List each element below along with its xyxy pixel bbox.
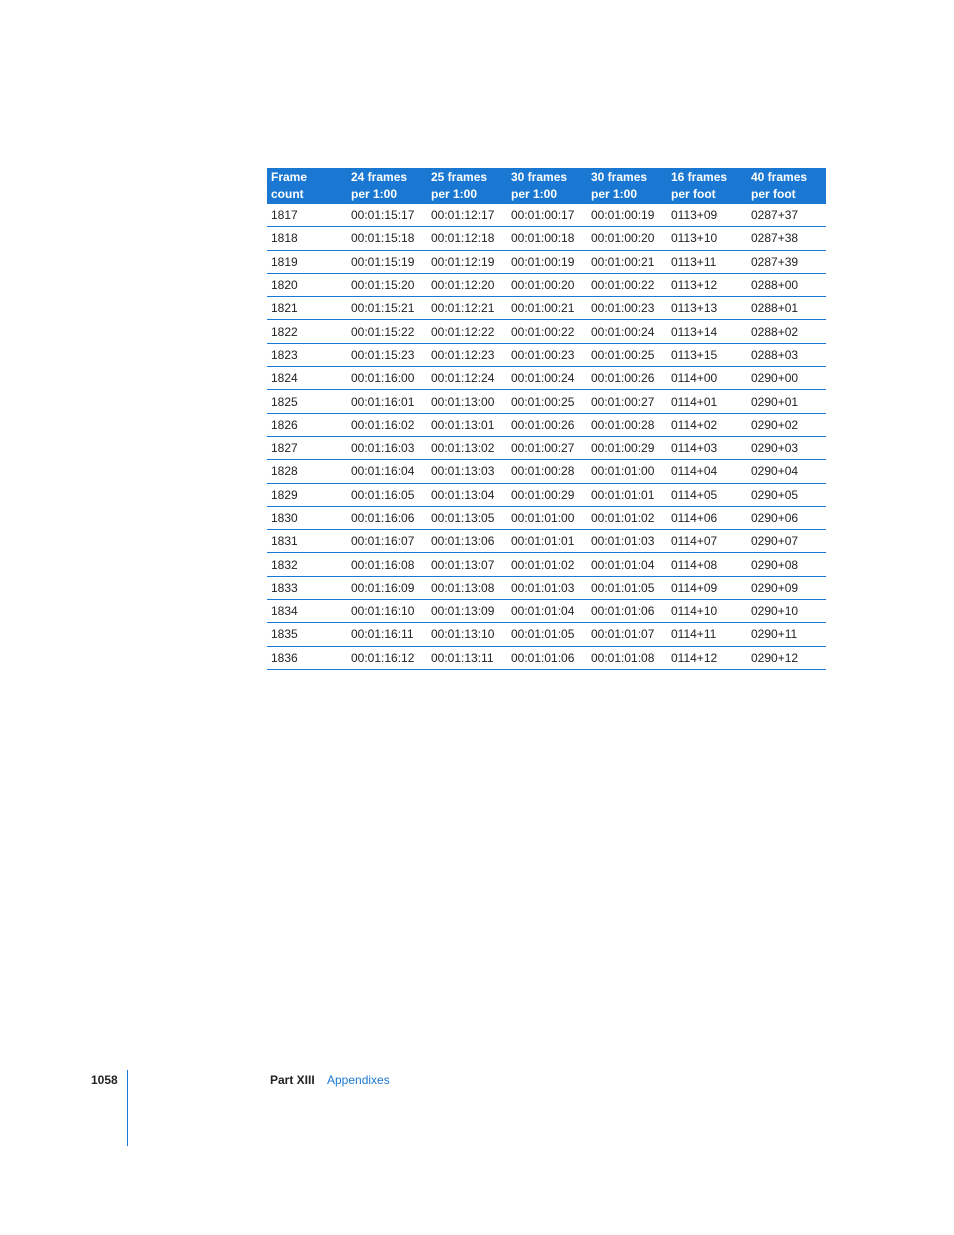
- table-cell: 00:01:00:27: [507, 436, 587, 459]
- table-cell: 00:01:00:29: [507, 483, 587, 506]
- table-cell: 00:01:16:08: [347, 553, 427, 576]
- table-cell: 0288+01: [747, 297, 826, 320]
- table-cell: 0287+38: [747, 227, 826, 250]
- table-cell: 00:01:01:05: [587, 576, 667, 599]
- table-cell: 0290+07: [747, 530, 826, 553]
- table-cell: 00:01:12:23: [427, 343, 507, 366]
- table-cell: 0290+05: [747, 483, 826, 506]
- table-row: [267, 600, 826, 623]
- table-cell: 00:01:15:20: [347, 273, 427, 296]
- table-cell: 0113+15: [667, 343, 747, 366]
- table-cell: 0114+01: [667, 390, 747, 413]
- column-header-line: 16 frames: [671, 170, 728, 184]
- column-header: [747, 168, 826, 204]
- column-header-line: 40 frames: [751, 170, 808, 184]
- column-header-line: per 1:00: [351, 187, 398, 201]
- table-cell: 0114+11: [667, 623, 747, 646]
- table-cell: 00:01:00:24: [587, 320, 667, 343]
- table-row: [267, 576, 826, 599]
- table-cell: 0114+08: [667, 553, 747, 576]
- table-cell: 0113+10: [667, 227, 747, 250]
- table-cell: 00:01:16:07: [347, 530, 427, 553]
- table-cell: 00:01:13:10: [427, 623, 507, 646]
- table-cell: 1826: [267, 413, 347, 436]
- table-cell: 00:01:15:23: [347, 343, 427, 366]
- table-cell: 00:01:13:06: [427, 530, 507, 553]
- table-cell: 00:01:13:05: [427, 506, 507, 529]
- table-cell: 00:01:00:22: [507, 320, 587, 343]
- table-row: [267, 530, 826, 553]
- table-cell: 0113+12: [667, 273, 747, 296]
- table-cell: 00:01:13:08: [427, 576, 507, 599]
- table-row: [267, 553, 826, 576]
- table-cell: 0114+02: [667, 413, 747, 436]
- table-cell: 00:01:00:19: [587, 204, 667, 227]
- column-header-line: count: [271, 187, 304, 201]
- table-cell: 0290+09: [747, 576, 826, 599]
- table-row: [267, 297, 826, 320]
- table-cell: 0290+04: [747, 460, 826, 483]
- table-row: [267, 273, 826, 296]
- table-cell: 00:01:01:08: [587, 646, 667, 669]
- table-cell: 00:01:13:11: [427, 646, 507, 669]
- table-row: [267, 483, 826, 506]
- table-row: [267, 250, 826, 273]
- table-cell: 0290+11: [747, 623, 826, 646]
- table-cell: 00:01:00:29: [587, 436, 667, 459]
- table-cell: 1823: [267, 343, 347, 366]
- table-cell: 00:01:01:02: [587, 506, 667, 529]
- column-header-line: Frame: [271, 170, 308, 184]
- table-row: [267, 436, 826, 459]
- table-row: [267, 367, 826, 390]
- table-cell: 00:01:16:06: [347, 506, 427, 529]
- table-cell: 00:01:16:12: [347, 646, 427, 669]
- table-header-row: [267, 168, 826, 204]
- table-cell: 00:01:16:11: [347, 623, 427, 646]
- table-cell: 1834: [267, 600, 347, 623]
- column-header-line: 30 frames: [511, 170, 568, 184]
- table-cell: 1836: [267, 646, 347, 669]
- table-cell: 00:01:00:27: [587, 390, 667, 413]
- table-cell: 00:01:12:24: [427, 367, 507, 390]
- table-cell: 0287+39: [747, 250, 826, 273]
- table-cell: 0113+09: [667, 204, 747, 227]
- column-header: [267, 168, 347, 204]
- table-cell: 1831: [267, 530, 347, 553]
- column-header-line: per 1:00: [431, 187, 478, 201]
- table-cell: 00:01:01:05: [507, 623, 587, 646]
- table-cell: 1824: [267, 367, 347, 390]
- table-cell: 00:01:16:10: [347, 600, 427, 623]
- table-cell: 1819: [267, 250, 347, 273]
- table-cell: 0288+02: [747, 320, 826, 343]
- table-cell: 00:01:00:25: [587, 343, 667, 366]
- table-cell: 1827: [267, 436, 347, 459]
- table-cell: 0290+03: [747, 436, 826, 459]
- table-cell: 00:01:13:04: [427, 483, 507, 506]
- table-cell: 00:01:01:07: [587, 623, 667, 646]
- table-row: [267, 320, 826, 343]
- table-row: [267, 623, 826, 646]
- table-cell: 00:01:00:28: [587, 413, 667, 436]
- table-cell: 00:01:15:17: [347, 204, 427, 227]
- table-cell: 00:01:01:00: [507, 506, 587, 529]
- table-row: [267, 227, 826, 250]
- table-cell: 00:01:12:20: [427, 273, 507, 296]
- table-cell: 00:01:01:01: [507, 530, 587, 553]
- table-cell: 1822: [267, 320, 347, 343]
- table-cell: 00:01:00:25: [507, 390, 587, 413]
- column-header-line: per 1:00: [511, 187, 558, 201]
- table-cell: 00:01:00:17: [507, 204, 587, 227]
- table-cell: 00:01:00:24: [507, 367, 587, 390]
- table-cell: 1828: [267, 460, 347, 483]
- table-cell: 0114+06: [667, 506, 747, 529]
- table-cell: 0290+10: [747, 600, 826, 623]
- table-cell: 00:01:00:19: [507, 250, 587, 273]
- table-cell: 00:01:00:20: [587, 227, 667, 250]
- table-cell: 1830: [267, 506, 347, 529]
- table-cell: 0114+00: [667, 367, 747, 390]
- table-cell: 00:01:00:28: [507, 460, 587, 483]
- table-cell: 1818: [267, 227, 347, 250]
- table-cell: 1833: [267, 576, 347, 599]
- table-cell: 1829: [267, 483, 347, 506]
- table-cell: 0290+00: [747, 367, 826, 390]
- table-cell: 00:01:01:06: [587, 600, 667, 623]
- column-header-line: 24 frames: [351, 170, 408, 184]
- table-cell: 1825: [267, 390, 347, 413]
- table-cell: 0114+10: [667, 600, 747, 623]
- table-row: [267, 390, 826, 413]
- table-cell: 1817: [267, 204, 347, 227]
- table-cell: 00:01:13:01: [427, 413, 507, 436]
- table-cell: 0290+08: [747, 553, 826, 576]
- table-cell: 0288+00: [747, 273, 826, 296]
- table-row: [267, 646, 826, 669]
- table-cell: 00:01:16:01: [347, 390, 427, 413]
- column-header-line: per foot: [751, 187, 796, 201]
- table-cell: 0290+02: [747, 413, 826, 436]
- column-header: [427, 168, 507, 204]
- table-cell: 0288+03: [747, 343, 826, 366]
- table-cell: 00:01:13:09: [427, 600, 507, 623]
- table-cell: 0114+04: [667, 460, 747, 483]
- section-link-appendixes[interactable]: Appendixes: [327, 1073, 390, 1087]
- table-cell: 00:01:12:21: [427, 297, 507, 320]
- table-cell: 00:01:16:03: [347, 436, 427, 459]
- table-cell: 00:01:00:26: [587, 367, 667, 390]
- table-cell: 00:01:00:23: [587, 297, 667, 320]
- column-header-line: per foot: [671, 187, 716, 201]
- table-cell: 0114+03: [667, 436, 747, 459]
- table-cell: 00:01:01:01: [587, 483, 667, 506]
- table-cell: 00:01:13:03: [427, 460, 507, 483]
- footer-divider: [127, 1070, 128, 1146]
- table-cell: 00:01:01:04: [507, 600, 587, 623]
- table-cell: 1835: [267, 623, 347, 646]
- table-cell: 00:01:15:22: [347, 320, 427, 343]
- table-cell: 00:01:00:18: [507, 227, 587, 250]
- table-cell: 0113+13: [667, 297, 747, 320]
- page-number: 1058: [91, 1073, 118, 1087]
- table-cell: 00:01:00:21: [587, 250, 667, 273]
- table-cell: 00:01:16:02: [347, 413, 427, 436]
- table-body: [267, 204, 826, 669]
- table-cell: 00:01:01:03: [507, 576, 587, 599]
- table-cell: 00:01:15:21: [347, 297, 427, 320]
- table-cell: 00:01:00:22: [587, 273, 667, 296]
- table-cell: 00:01:01:04: [587, 553, 667, 576]
- table-row: [267, 413, 826, 436]
- table-cell: 00:01:01:06: [507, 646, 587, 669]
- table-cell: 0114+09: [667, 576, 747, 599]
- table-cell: 00:01:12:22: [427, 320, 507, 343]
- table-cell: 0114+07: [667, 530, 747, 553]
- table-row: [267, 460, 826, 483]
- table-cell: 0290+12: [747, 646, 826, 669]
- table-cell: 00:01:01:02: [507, 553, 587, 576]
- table-cell: 00:01:00:23: [507, 343, 587, 366]
- table-cell: 1832: [267, 553, 347, 576]
- table-cell: 1821: [267, 297, 347, 320]
- table-cell: 00:01:16:09: [347, 576, 427, 599]
- table-cell: 00:01:01:03: [587, 530, 667, 553]
- table-cell: 1820: [267, 273, 347, 296]
- column-header-line: 30 frames: [591, 170, 648, 184]
- table-cell: 00:01:16:00: [347, 367, 427, 390]
- table-cell: 0114+12: [667, 646, 747, 669]
- table-cell: 00:01:00:26: [507, 413, 587, 436]
- table-cell: 00:01:13:07: [427, 553, 507, 576]
- table-cell: 00:01:13:00: [427, 390, 507, 413]
- table-cell: 0113+14: [667, 320, 747, 343]
- table-row: [267, 506, 826, 529]
- table-cell: 00:01:15:19: [347, 250, 427, 273]
- table-cell: 00:01:13:02: [427, 436, 507, 459]
- column-header: [667, 168, 747, 204]
- table-cell: 00:01:00:21: [507, 297, 587, 320]
- table-cell: 0114+05: [667, 483, 747, 506]
- column-header-line: per 1:00: [591, 187, 638, 201]
- table-cell: 0287+37: [747, 204, 826, 227]
- table-cell: 00:01:16:04: [347, 460, 427, 483]
- table-row: [267, 204, 826, 227]
- column-header: [507, 168, 587, 204]
- table-cell: 00:01:12:19: [427, 250, 507, 273]
- column-header-line: 25 frames: [431, 170, 488, 184]
- table-cell: 00:01:00:20: [507, 273, 587, 296]
- table-cell: 0113+11: [667, 250, 747, 273]
- column-header: [587, 168, 667, 204]
- column-header: [347, 168, 427, 204]
- part-label: Part XIII: [270, 1073, 315, 1087]
- timecode-table: [267, 168, 826, 670]
- table-cell: 00:01:01:00: [587, 460, 667, 483]
- table-cell: 00:01:12:17: [427, 204, 507, 227]
- table-cell: 00:01:15:18: [347, 227, 427, 250]
- table-cell: 0290+06: [747, 506, 826, 529]
- table-cell: 0290+01: [747, 390, 826, 413]
- table-cell: 00:01:12:18: [427, 227, 507, 250]
- table-row: [267, 343, 826, 366]
- table-cell: 00:01:16:05: [347, 483, 427, 506]
